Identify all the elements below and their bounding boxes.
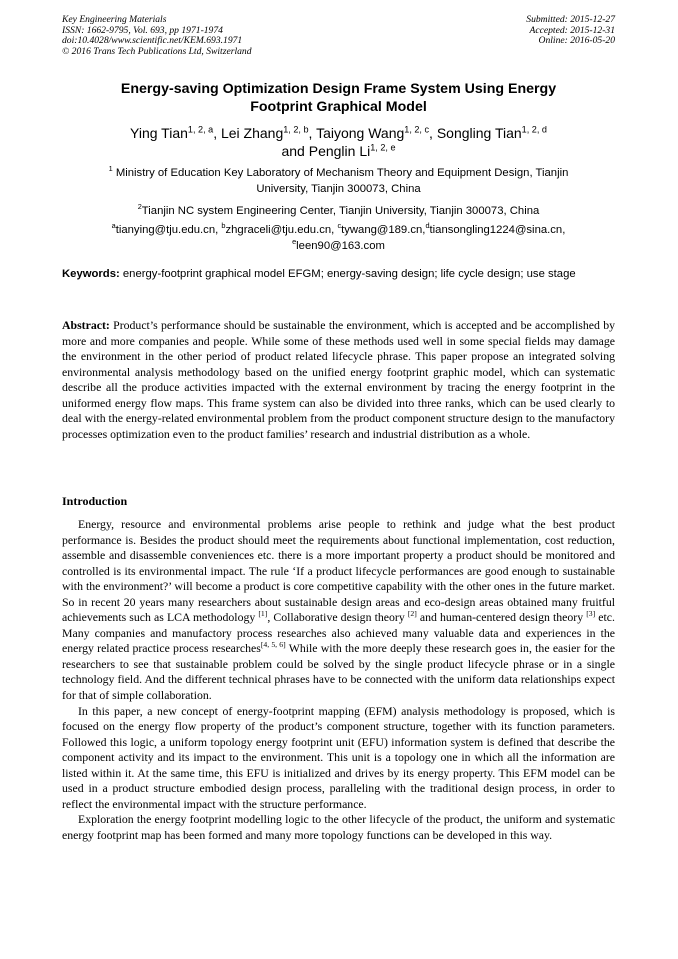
citation[interactable]: [2] [407, 609, 417, 619]
paper-title [62, 80, 615, 116]
affiliation-text: Tianjin NC system Engineering Center, Tianjin University, Tianjin 300073, China [141, 205, 540, 217]
keywords-label: Keywords: [62, 268, 120, 280]
author-emails [62, 223, 615, 254]
affiliation-1 [62, 166, 615, 197]
author-name: Taiyong Wang [316, 125, 405, 141]
email-sup: b [221, 221, 226, 231]
issn-line: ISSN: 1662-9795, Vol. 693, pp 1971-1974 [62, 24, 223, 36]
author-name: Penglin Li [308, 143, 371, 159]
copyright-line: © 2016 Trans Tech Publications Ltd, Switzerland [62, 45, 252, 57]
email-link[interactable]: tywang@189.cn, [341, 224, 426, 236]
section-heading-introduction: Introduction [62, 494, 128, 508]
email-link[interactable]: zhgraceli@tju.edu.cn, [225, 224, 335, 236]
paragraph-text: and human-centered design theory [416, 610, 587, 625]
email-link[interactable]: tianying@tju.edu.cn, [115, 224, 219, 236]
affiliation-text: University, Tianjin 300073, China [256, 182, 421, 195]
abstract [62, 318, 615, 442]
keywords-text: energy-footprint graphical model EFGM; energy-saving design; life cycle design; use stage [119, 268, 576, 280]
journal-info [62, 15, 252, 57]
paragraph-text: etc. Many companies and manufactory process researches also achieved many valuable data and experiences in the energy related practice process researches [62, 610, 615, 656]
submitted-date: Submitted: 2015-12-27 [526, 14, 615, 25]
abstract-text: Product’s performance should be sustainable the environment, which is accepted and be accomplished by more and more companies and people. While some of these methods used well in some special fields may damage the environment in the other period of product related lifecycle phrase. This paper propose an integrated solving environmental analysis methodology based on the unified energy footprint graphic model, which can systematic describe all the produce activities impacted with the external environment by tracing the energy footprint in the uniformed energy flow maps. This frame system can also be divided into three ranks, which can be used clearly to deal with the energy-related environmental problem from the product component structure design to the manufactory processes optimization even to the product families’ research and industrial distribution as a whole. [62, 318, 615, 441]
citation[interactable]: [1] [258, 609, 268, 619]
doi-line[interactable]: doi:10.4028/www.scientific.net/KEM.693.1971 [62, 35, 243, 47]
author-affil-sup: 1, 2, d [521, 124, 547, 135]
email-sup: e [292, 236, 297, 246]
affiliation-2 [62, 204, 615, 220]
abstract-label: Abstract: [62, 318, 110, 332]
author-affil-sup: 1, 2, a [187, 124, 214, 135]
email-link[interactable]: tiansongling1224@sina.cn, [429, 224, 566, 236]
paragraph-text: , Collaborative design theory [267, 610, 408, 625]
affiliation-text: Ministry of Education Key Laboratory of Mechanism Theory and Equipment Design, Tianjin [115, 167, 569, 179]
introduction-body [62, 517, 615, 843]
citation[interactable]: [3] [586, 609, 596, 619]
author-list: Ying Tian$^{1, 2, a}$, Lei Zhang$^{1, 2, b}$, Taiyong Wang$^{1, 2, c}$, Songling Tian$^{1, 2, d}$ and Penglin Li$^{1, 2, e}$ [130, 124, 547, 159]
citation[interactable]: [4, 5, 6] [260, 640, 286, 650]
paragraph: In this paper, a new concept of energy-footprint mapping (EFM) analysis methodology is proposed, which is focused on the energy flow property of the product’s component structure, together with its function parameters. Followed this logic, a uniform topology energy footprint unit (EFU) information system is defined that describe the component activity and its impact to the environment. This unit is a topology one in which all the information are listed within it. At the same time, this EFU is initialized and drives by its energy property. This EFM model can be used in a product structure embodied design process, paralleling with the traditional design process, in order to reflect the environmental impact with the structure performance. [62, 703, 615, 811]
affiliation-number: 2 [137, 202, 142, 212]
journal-name: Key Engineering Materials [62, 14, 167, 25]
email-link[interactable]: leen90@163.com [296, 239, 385, 252]
author-and: and [281, 143, 305, 159]
email-sup: d [425, 221, 430, 231]
paragraph [62, 517, 615, 704]
email-sup: a [111, 221, 116, 231]
author-name: Lei Zhang [220, 125, 284, 141]
online-date: Online: 2016-05-20 [538, 35, 615, 47]
dates-info [526, 15, 615, 47]
keywords [62, 267, 615, 283]
author-affil-sup: 1, 2, e [370, 142, 396, 153]
paragraph: Exploration the energy footprint modelling logic to the other lifecycle of the product, the uniform and systematic energy footprint map has been formed and many more topology functions can be developed in this way. [62, 812, 615, 842]
author-name: Ying Tian [130, 125, 188, 141]
paragraph-text: Energy, resource and environmental problems arise people to rethink and judge what the best product performance is. Besides the product should meet the requirements about functional implementation, cost reduction, assemble and disassemble conveniences etc. there is a more important property a product should be monitored and controlled is its environmental impact. The rule ‘If a product lifecycle performances are good enough to sustainable with the environment?’ will become a product is core competitive capability with the other ones in the future market. So in recent 20 years many researchers about sustainable design areas and eco-design areas obtained many fruitful achievements such as LCA methodology [62, 517, 615, 625]
title-line-1: Energy-saving Optimization Design Frame System Using Energy [120, 81, 557, 97]
affiliation-number: 1 [108, 164, 113, 174]
author-name: Songling Tian [436, 125, 522, 141]
paragraph-text: While with the more deeply these research goes in, the easier for the researchers to see that sustainable problem could be solved by the single product lifecycle phrase or in a single technology field. And the different technical phrases have to be connected with the uniform data relationships expect for that of simple collaboration. [62, 641, 615, 703]
email-sup: c [337, 221, 342, 231]
author-affil-sup: 1, 2, c [404, 124, 430, 135]
accepted-date: Accepted: 2015-12-31 [529, 24, 615, 36]
author-affil-sup: 1, 2, b [283, 124, 309, 135]
title-line-2: Footprint Graphical Model [250, 99, 427, 115]
